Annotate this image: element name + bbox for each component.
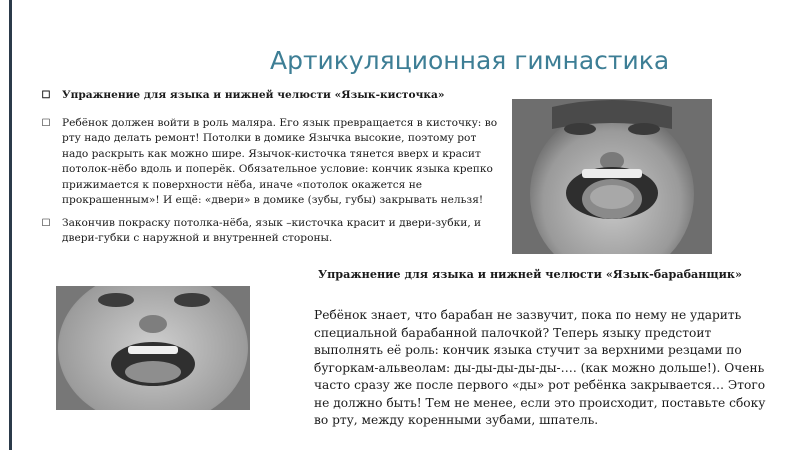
exercise-2-description: Ребёнок знает, что барабан не зазвучит, пока по нему не ударить специальной барабанной палочкой? Теперь языку предстоит выполнять её роль: кончик языка стучит за верхними резцами по бугоркам-альвеолам: ды-ды-ды-ды-ды-…. (как можно дольше!). Очень часто сразу же после первого «ды» рот ребёнка закрывается… Этого не должно быть! Тем не менее, если это происходит, поставьте сбоку во рту, между коренными зубами, шпатель.	[314, 308, 766, 427]
accent-bar	[9, 0, 12, 450]
bullet-marker: ☐	[41, 217, 51, 229]
slide-title: Артикуляционная гимнастика	[270, 46, 670, 75]
exercise-1-list	[40, 88, 498, 254]
exercise-1-heading	[40, 88, 498, 104]
child-tongue-photo	[512, 99, 712, 254]
bullet-text: Ребёнок должен войти в роль маляра. Его язык превращается в кисточку: во рту надо делать ремонт! Потолки в домике Язычка высокие, поэтому рот надо раскрыть как можно шире. Язычок-кисточка тянется вверх и красит потолок-нёбо вдоль и поперёк. Обязательное условие: кончик языка крепко прижимается к поверхности нёба, иначе «потолок окажется не прокрашенным»! И ещё: «двери» в домике (зубы, губы) закрывать нельзя!	[62, 116, 498, 206]
exercise-1-continuation	[40, 216, 498, 247]
bullet-text: Упражнение для языка и нижней челюсти «Язык-кисточка»	[62, 89, 445, 101]
child-mouth-photo	[56, 286, 250, 410]
bullet-marker: ☐	[41, 90, 51, 101]
exercise-2-heading: Упражнение для языка и нижней челюсти «Язык-барабанщик»	[318, 267, 742, 281]
bullet-marker: ☐	[41, 117, 51, 129]
bullet-text: Закончив покраску потолка-нёба, язык –кисточка красит и двери-зубки, и двери-губки с наружной и внутренней стороны.	[62, 216, 482, 244]
exercise-1-description	[40, 116, 498, 209]
